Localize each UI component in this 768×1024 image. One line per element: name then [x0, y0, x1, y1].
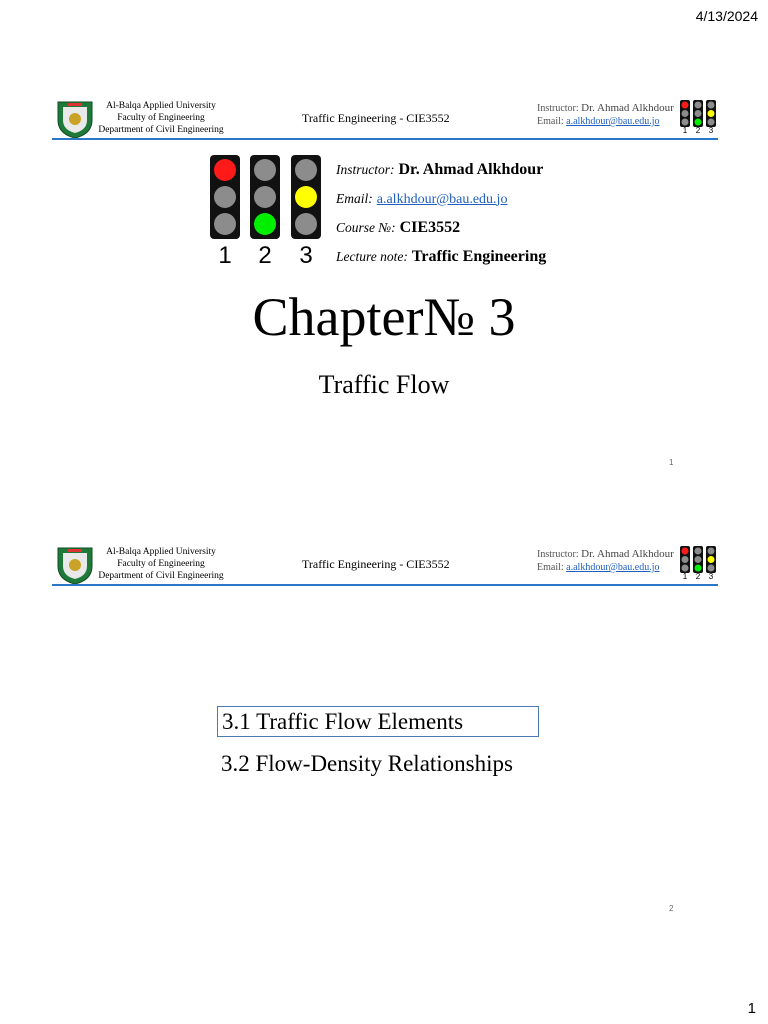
university-logo-icon	[56, 544, 94, 584]
instructor-name: Dr. Ahmad Alkhdour	[581, 548, 674, 560]
email-link[interactable]: a.alkhdour@bau.edu.jo	[566, 116, 660, 127]
instructor-label: Instructor:	[336, 162, 395, 177]
university-logo-icon	[56, 98, 94, 138]
university-info	[96, 546, 226, 582]
faculty-name: Faculty of Engineering	[117, 559, 205, 569]
instructor-label: Instructor:	[537, 549, 579, 560]
light-number: 3	[708, 572, 714, 580]
light-number: 1	[218, 242, 232, 267]
slide-header	[52, 96, 718, 140]
university-name: Al-Balqa Applied University	[106, 101, 216, 111]
light-number: 1	[682, 126, 688, 134]
slide-number: 1	[669, 458, 674, 467]
chapter-title: Chapter№ 3	[252, 287, 516, 347]
course-label: Course №:	[336, 220, 396, 235]
toc-item-selected[interactable]: 3.1 Traffic Flow Elements	[217, 706, 539, 737]
slide-number: 2	[669, 904, 674, 913]
instructor-name: Dr. Ahmad Alkhdour	[581, 102, 674, 114]
slide-1	[0, 90, 768, 536]
light-number: 3	[708, 126, 714, 134]
toc-item[interactable]: 3.2 Flow-Density Relationships	[221, 751, 513, 776]
course-value: CIE3552	[399, 219, 461, 236]
lecture-value: Traffic Engineering	[411, 247, 547, 265]
slide-header	[52, 542, 718, 586]
email-label: Email:	[537, 116, 564, 127]
header-rule	[52, 138, 718, 140]
instructor-label: Instructor:	[537, 103, 579, 114]
email-label: Email:	[336, 190, 373, 206]
university-name: Al-Balqa Applied University	[106, 547, 216, 557]
header-contact	[537, 548, 674, 574]
light-number: 1	[682, 572, 688, 580]
course-title: Traffic Engineering - CIE3552	[302, 111, 450, 125]
department-name: Department of Civil Engineering	[98, 125, 224, 135]
email-link[interactable]: a.alkhdour@bau.edu.jo	[566, 562, 660, 573]
instructor-block	[336, 156, 546, 271]
department-name: Department of Civil Engineering	[98, 571, 224, 581]
header-rule	[52, 584, 718, 586]
light-number: 2	[258, 242, 272, 267]
light-number: 2	[695, 126, 701, 134]
slide-2	[0, 536, 768, 982]
traffic-lights-icon	[680, 100, 716, 134]
faculty-name: Faculty of Engineering	[117, 113, 205, 123]
header-contact	[537, 102, 674, 128]
university-info	[96, 100, 226, 136]
light-number: 2	[695, 572, 701, 580]
email-label: Email:	[537, 562, 564, 573]
light-number: 3	[299, 242, 313, 267]
traffic-lights-icon	[680, 546, 716, 580]
lecture-label: Lecture note:	[336, 248, 408, 264]
page-date: 4/13/2024	[695, 8, 758, 24]
page-number: 1	[747, 1000, 756, 1017]
course-title: Traffic Engineering - CIE3552	[302, 557, 450, 571]
instructor-value: Dr. Ahmad Alkhdour	[398, 161, 544, 178]
email-link[interactable]: a.alkhdour@bau.edu.jo	[376, 191, 508, 207]
chapter-subtitle: Traffic Flow	[318, 370, 450, 399]
traffic-lights-large-icon	[208, 155, 324, 267]
